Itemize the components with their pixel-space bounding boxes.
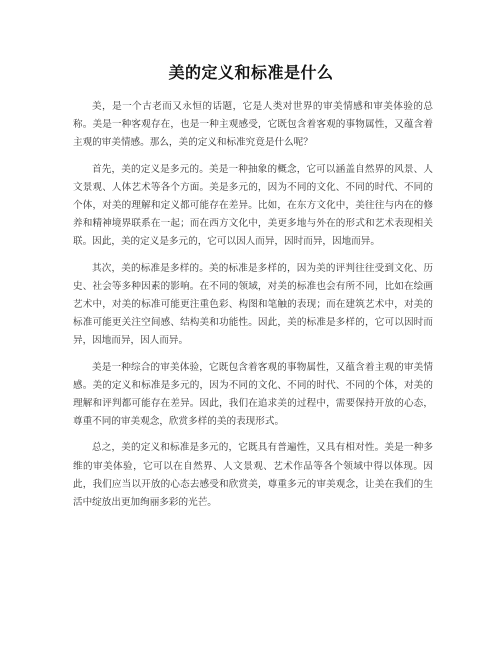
paragraph-conclusion: 总之，美的定义和标准是多元的，它既具有普遍性，又具有相对性。美是一种多维的审美体验，它可以在自然界、人文景观、艺术作品等各个领域中得以体现。因此，我们应当以开放的心态去感受和欣赏美，尊重多元的审美观念，让美在我们的生活中绽放出更加绚丽多彩的光芒。 [73, 442, 433, 509]
document-body [73, 98, 433, 520]
paragraph-standard: 其次，美的标准是多样的。美的标准是多样的，因为美的评判往往受到文化、历史、社会等多种因素的影响。在不同的领域，对美的标准也会有所不同，比如在绘画艺术中，对美的标准可能更注重色彩、构图和笔触的表现；而在建筑艺术中，对美的标准可能更关注空间感、结构美和功能性。因此，美的标准是多样的，它可以因时而异，因地而异，因人而异。 [73, 262, 433, 347]
paragraph-intro: 美，是一个古老而又永恒的话题，它是人类对世界的审美情感和审美体验的总称。美是一种客观存在，也是一种主观感受，它既包含着客观的事物属性，又蕴含着主观的审美情感。那么，美的定义和标准究竟是什么呢？ [73, 101, 433, 149]
paragraph-experience: 美是一种综合的审美体验，它既包含着客观的事物属性，又蕴含着主观的审美情感。美的定义和标准是多元的，因为不同的文化、不同的时代、不同的个体，对美的理解和评判都可能存在差异。因此，我们在追求美的过程中，需要保持开放的心态，尊重不同的审美观念，欣赏多样的美的表现形式。 [73, 361, 433, 428]
paragraph-definition: 首先，美的定义是多元的。美是一种抽象的概念，它可以涵盖自然界的风景、人文景观、人体艺术等各个方面。美是多元的，因为不同的文化、不同的时代、不同的个体，对美的理解和定义都可能存在差异。比如，在东方文化中，美往往与内在的修养和精神境界联系在一起；而在西方文化中，美更多地与外在的形式和艺术表现相关联。因此，美的定义是多元的，它可以因人而异，因时而异，因地而异。 [73, 163, 433, 248]
document-title: 美的定义和标准是什么 [168, 63, 334, 82]
